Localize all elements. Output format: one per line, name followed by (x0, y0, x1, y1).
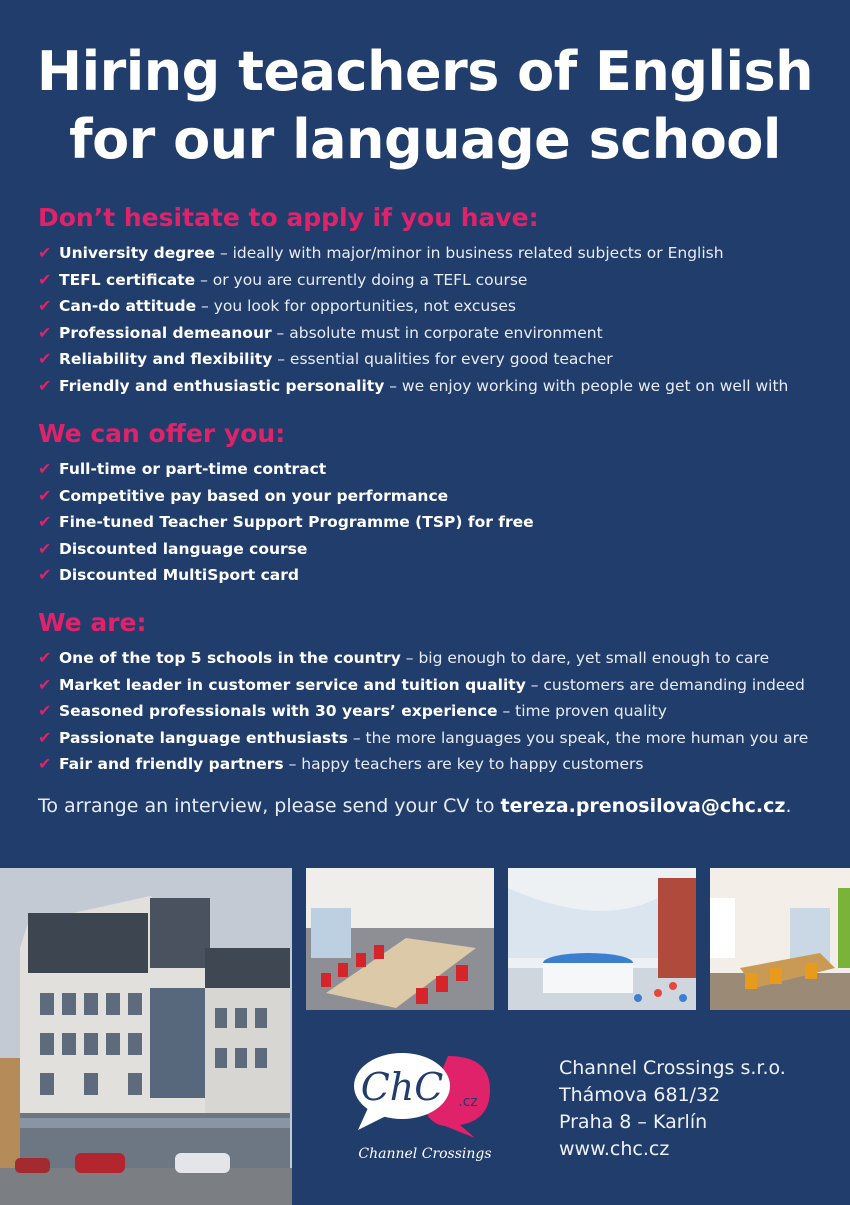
chc-logo (350, 1050, 500, 1175)
street: Thámova 681/32 (559, 1084, 721, 1106)
list-item (38, 562, 838, 589)
item-highlight: Friendly and enthusiastic personality (59, 376, 385, 395)
checkmark-icon: ✔ (38, 754, 52, 774)
cta-end: . (785, 795, 792, 817)
city: Praha 8 – Karlín (559, 1111, 708, 1133)
checkmark-icon: ✔ (38, 512, 52, 532)
list-item (38, 240, 838, 267)
item-highlight: Market leader in customer service and tuition quality (59, 675, 526, 694)
list-item (38, 672, 838, 699)
classroom-photo (306, 868, 494, 1010)
apply-section (38, 202, 838, 400)
logo-name: Channel Crossings (358, 1146, 492, 1162)
email-link[interactable]: tereza.prenosilova@chc.cz (500, 795, 786, 817)
item-description: – time proven quality (497, 702, 667, 721)
list-item (38, 320, 838, 347)
item-description: – big enough to dare, yet small enough to care (400, 649, 770, 667)
item-description: – happy teachers are key to happy customers (283, 755, 644, 774)
item-highlight: One of the top 5 schools in the country (59, 649, 401, 667)
checkmark-icon: ✔ (38, 349, 52, 369)
item-description: – we enjoy working with people we get on well with (384, 376, 789, 395)
item-highlight: Competitive pay based on your performance (59, 486, 449, 505)
list-item (38, 483, 838, 510)
company-name: Channel Crossings s.r.o. (559, 1057, 786, 1079)
cta-line (38, 795, 792, 817)
item-highlight: University degree (59, 244, 216, 262)
title-line-2: for our language school (69, 108, 781, 171)
item-description: – you look for opportunities, not excuses (196, 297, 516, 316)
offer-list (38, 456, 838, 589)
apply-list (38, 240, 838, 400)
list-item (38, 725, 838, 752)
item-description: – or you are currently doing a TEFL course (195, 270, 528, 289)
item-highlight: TEFL certificate (59, 270, 196, 289)
list-item (38, 267, 838, 294)
checkmark-icon: ✔ (38, 322, 52, 342)
item-highlight: Passionate language enthusiasts (59, 728, 348, 747)
page-title (0, 38, 850, 174)
item-description: – absolute must in corporate environment (271, 323, 603, 342)
list-item (38, 698, 838, 725)
list-item (38, 293, 838, 320)
item-highlight: Fine-tuned Teacher Support Programme (TSP) for free (59, 513, 534, 532)
checkmark-icon: ✔ (38, 701, 52, 721)
website-link[interactable]: www.chc.cz (559, 1138, 670, 1160)
we-are-heading: We are: (38, 608, 147, 637)
we-are-list (38, 645, 838, 778)
item-highlight: Full-time or part-time contract (59, 460, 327, 478)
checkmark-icon: ✔ (38, 243, 52, 262)
building-photo (0, 868, 292, 1205)
list-item (38, 373, 838, 400)
offer-section (38, 418, 838, 589)
title-line-1: Hiring teachers of English (36, 40, 814, 103)
logo-domain: .cz (458, 1094, 478, 1110)
item-highlight: Seasoned professionals with 30 years’ experience (59, 702, 498, 721)
checkmark-icon: ✔ (38, 538, 52, 558)
cta-text: To arrange an interview, please send your CV to (38, 795, 501, 817)
item-description: – ideally with major/minor in business related subjects or English (215, 244, 724, 262)
item-highlight: Professional demeanour (59, 323, 272, 342)
item-description: – essential qualities for every good teacher (272, 350, 613, 369)
checkmark-icon: ✔ (38, 674, 52, 694)
logo-mark: ChC (360, 1065, 444, 1109)
checkmark-icon: ✔ (38, 565, 52, 585)
item-highlight: Can-do attitude (59, 297, 197, 316)
list-item (38, 346, 838, 373)
list-item (38, 509, 838, 536)
checkmark-icon: ✔ (38, 459, 52, 478)
meeting-room-photo (710, 868, 850, 1010)
checkmark-icon: ✔ (38, 485, 52, 505)
item-highlight: Discounted MultiSport card (59, 566, 299, 585)
checkmark-icon: ✔ (38, 727, 52, 747)
checkmark-icon: ✔ (38, 648, 52, 667)
list-item (38, 645, 838, 672)
item-description: – the more languages you speak, the more human you are (347, 728, 809, 747)
checkmark-icon: ✔ (38, 296, 52, 316)
checkmark-icon: ✔ (38, 375, 52, 395)
address-block (559, 1055, 786, 1163)
item-description: – customers are demanding indeed (525, 675, 805, 694)
list-item (38, 456, 838, 483)
checkmark-icon: ✔ (38, 269, 52, 289)
list-item (38, 751, 838, 778)
item-highlight: Reliability and flexibility (59, 350, 273, 369)
we-are-section (38, 607, 838, 778)
item-highlight: Discounted language course (59, 539, 308, 558)
list-item (38, 536, 838, 563)
offer-heading: We can offer you: (38, 419, 286, 448)
reception-photo (508, 868, 696, 1010)
apply-heading: Don’t hesitate to apply if you have: (38, 203, 539, 232)
item-highlight: Fair and friendly partners (59, 755, 284, 774)
